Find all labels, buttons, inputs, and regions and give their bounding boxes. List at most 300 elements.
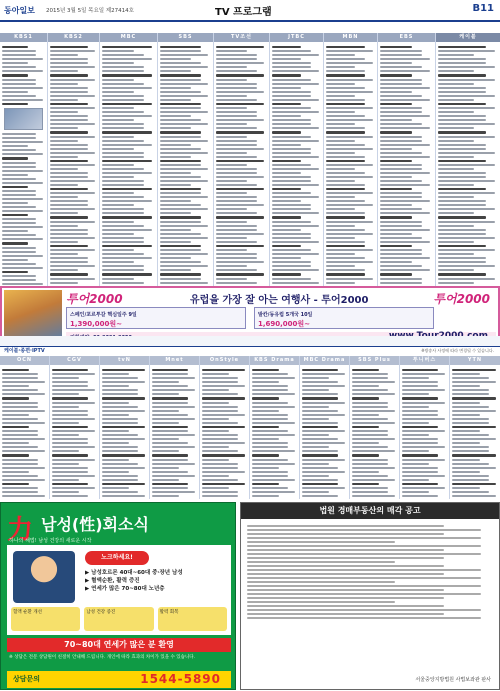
schedule-line: [326, 282, 355, 284]
schedule-line: [252, 422, 295, 424]
tour-offer-right: [254, 307, 434, 329]
health-ad-badge: 남성 건강 증진: [84, 607, 153, 631]
schedule-line: [272, 192, 311, 194]
schedule-line: [380, 54, 422, 56]
schedule-line: [438, 58, 486, 60]
schedule-line: [2, 369, 29, 371]
schedule-line: [438, 83, 474, 85]
schedule-listing: [400, 365, 449, 499]
schedule-line: [402, 450, 429, 452]
schedule-line: [272, 62, 311, 64]
schedule-line: [438, 192, 495, 194]
schedule-line: [2, 263, 36, 265]
schedule-line: [152, 369, 188, 371]
schedule-line: [50, 74, 88, 76]
schedule-line: [438, 99, 474, 101]
schedule-line: [438, 188, 486, 190]
schedule-line: [2, 54, 36, 56]
schedule-line: [402, 471, 438, 473]
schedule-line: [438, 50, 495, 52]
schedule-line: [102, 111, 144, 113]
schedule-line: [102, 87, 152, 89]
schedule-line: [352, 475, 388, 477]
schedule-line: [380, 152, 422, 154]
schedule-line: [152, 381, 179, 383]
schedule-line: [52, 418, 95, 420]
schedule-line: [380, 127, 430, 129]
health-ad-phone-bar: [7, 671, 231, 688]
schedule-line: [52, 430, 95, 432]
schedule-line: [402, 369, 438, 371]
schedule-line: [160, 192, 201, 194]
schedule-line: [50, 148, 88, 150]
schedule-line: [102, 103, 152, 105]
schedule-line: [50, 233, 88, 235]
schedule-line: [326, 74, 365, 76]
schedule-line: [326, 127, 365, 129]
schedule-line: [302, 373, 345, 375]
schedule-line: [202, 459, 229, 461]
schedule-listing: [48, 42, 99, 292]
schedule-line: [380, 164, 422, 166]
schedule-line: [380, 241, 430, 243]
schedule-line: [438, 269, 474, 271]
schedule-line: [2, 190, 36, 192]
schedule-line: [152, 446, 195, 448]
schedule-line: [2, 87, 43, 89]
schedule-line: [102, 282, 144, 284]
schedule-line: [2, 83, 36, 85]
notice-line: [247, 597, 444, 599]
schedule-line: [272, 136, 311, 138]
schedule-line: [2, 46, 28, 48]
schedule-line: [50, 58, 88, 60]
schedule-line: [438, 253, 474, 255]
schedule-line: [380, 180, 422, 182]
schedule-line: [216, 221, 247, 223]
schedule-line: [302, 446, 329, 448]
channel-column: [150, 356, 200, 499]
schedule-line: [2, 434, 38, 436]
channel-header: YTN: [450, 356, 500, 365]
schedule-line: [160, 249, 201, 251]
schedule-line: [50, 229, 88, 231]
schedule-line: [326, 164, 373, 166]
mid-info-strip: [0, 336, 500, 346]
schedule-line: [2, 454, 29, 456]
schedule-line: [302, 454, 338, 456]
health-ad-title: 남성(性)회소식: [41, 515, 149, 534]
schedule-line: [160, 87, 191, 89]
schedule-line: [326, 184, 365, 186]
schedule-line: [216, 212, 257, 214]
schedule-line: [380, 204, 412, 206]
schedule-line: [326, 123, 355, 125]
schedule-line: [202, 373, 229, 375]
schedule-line: [52, 402, 95, 404]
schedule-line: [102, 156, 144, 158]
schedule-line: [272, 249, 311, 251]
schedule-line: [2, 226, 43, 228]
schedule-line: [452, 393, 489, 395]
schedule-line: [452, 495, 496, 497]
schedule-line: [2, 145, 28, 147]
notice-line: [247, 581, 395, 583]
schedule-line: [102, 50, 134, 52]
notice-line: [247, 549, 444, 551]
channel-header: MBN: [324, 33, 377, 42]
schedule-line: [202, 389, 229, 391]
schedule-line: [216, 74, 264, 76]
schedule-line: [52, 406, 79, 408]
schedule-line: [160, 176, 201, 178]
schedule-line: [50, 83, 78, 85]
schedule-line: [102, 278, 134, 280]
channel-header: tvN: [100, 356, 149, 365]
notice-line: [247, 609, 481, 611]
schedule-line: [438, 200, 486, 202]
schedule-line: [152, 463, 195, 465]
schedule-line: [438, 74, 486, 76]
schedule-line: [272, 184, 319, 186]
schedule-listing: [0, 42, 47, 318]
schedule-line: [272, 204, 311, 206]
schedule-line: [352, 479, 395, 481]
schedule-line: [2, 182, 43, 184]
schedule-line: [452, 389, 489, 391]
schedule-line: [2, 186, 28, 188]
schedule-line: [216, 278, 247, 280]
schedule-line: [326, 79, 373, 81]
schedule-line: [452, 491, 489, 493]
schedule-line: [2, 99, 43, 101]
schedule-line: [402, 475, 445, 477]
schedule-line: [380, 160, 412, 162]
schedule-line: [160, 144, 191, 146]
schedule-line: [452, 385, 480, 387]
schedule-line: [202, 479, 238, 481]
schedule-listing: [450, 365, 500, 499]
schedule-line: [50, 216, 88, 218]
schedule-line: [272, 225, 319, 227]
schedule-line: [52, 450, 79, 452]
channel-header: KBS1: [0, 33, 47, 42]
masthead: [0, 0, 500, 22]
schedule-line: [352, 454, 379, 456]
cable-band: [0, 346, 500, 355]
schedule-line: [52, 422, 79, 424]
schedule-line: [272, 107, 311, 109]
schedule-line: [252, 397, 279, 399]
schedule-listing: [200, 365, 249, 499]
schedule-line: [50, 95, 95, 97]
schedule-line: [216, 107, 247, 109]
schedule-line: [252, 483, 279, 485]
schedule-line: [152, 471, 188, 473]
schedule-line: [438, 66, 495, 68]
health-ad-phone-number[interactable]: 1544-5890: [140, 672, 221, 686]
schedule-line: [52, 397, 88, 399]
schedule-line: [380, 87, 430, 89]
schedule-line: [102, 225, 144, 227]
schedule-line: [152, 397, 188, 399]
schedule-line: [302, 434, 329, 436]
schedule-line: [102, 95, 144, 97]
schedule-line: [2, 103, 28, 105]
schedule-line: [202, 495, 238, 497]
schedule-line: [380, 107, 422, 109]
schedule-line: [202, 467, 238, 469]
schedule-line: [272, 208, 311, 210]
schedule-line: [152, 410, 179, 412]
schedule-line: [402, 463, 429, 465]
schedule-line: [252, 495, 279, 497]
schedule-line: [2, 475, 38, 477]
schedule-line: [326, 103, 365, 105]
schedule-line: [50, 176, 88, 178]
schedule-line: [50, 278, 95, 280]
schedule-line: [102, 136, 134, 138]
schedule-line: [380, 70, 430, 72]
schedule-line: [102, 184, 144, 186]
schedule-line: [402, 442, 438, 444]
schedule-line: [216, 95, 247, 97]
schedule-line: [272, 216, 301, 218]
health-ad-item: ▶ 남성호르몬 40대~60대 중·장년 남성: [85, 570, 183, 576]
schedule-line: [326, 111, 355, 113]
schedule-line: [272, 148, 311, 150]
schedule-line: [216, 233, 264, 235]
schedule-listing: [0, 365, 49, 499]
schedule-line: [352, 487, 388, 489]
channel-header: MBC Drama: [300, 356, 349, 365]
schedule-line: [380, 196, 422, 198]
schedule-line: [102, 208, 144, 210]
schedule-line: [102, 426, 145, 428]
tour-offer-left-price: 1,390,000원~: [70, 320, 123, 328]
schedule-line: [252, 454, 279, 456]
schedule-line: [216, 91, 264, 93]
schedule-line: [326, 140, 355, 142]
schedule-line: [452, 377, 489, 379]
schedule-line: [102, 414, 129, 416]
schedule-line: [2, 202, 28, 204]
schedule-line: [438, 87, 486, 89]
schedule-line: [402, 459, 445, 461]
schedule-line: [2, 255, 43, 257]
schedule-line: [50, 87, 88, 89]
schedule-line: [2, 463, 38, 465]
schedule-line: [272, 54, 319, 56]
schedule-line: [326, 58, 365, 60]
schedule-line: [160, 140, 208, 142]
schedule-line: [272, 144, 301, 146]
schedule-line: [2, 178, 36, 180]
schedule-line: [302, 438, 338, 440]
schedule-line: [2, 406, 38, 408]
schedule-line: [438, 160, 486, 162]
cable-band-title: 케이블·종편·IPTV: [4, 348, 45, 354]
schedule-line: [352, 373, 388, 375]
schedule-line: [216, 192, 247, 194]
schedule-line: [152, 495, 179, 497]
schedule-line: [402, 414, 438, 416]
channel-header: SBS Plus: [350, 356, 399, 365]
channel-header: JTBC: [270, 33, 323, 42]
schedule-line: [272, 74, 301, 76]
schedule-line: [302, 463, 329, 465]
schedule-line: [326, 70, 365, 72]
schedule-line: [50, 249, 95, 251]
schedule-line: [160, 273, 201, 275]
schedule-line: [438, 196, 474, 198]
schedule-line: [302, 389, 329, 391]
health-ad-banner: 70~80대 연세가 많은 분 환영: [7, 638, 231, 652]
schedule-line: [2, 66, 36, 68]
schedule-line: [160, 74, 201, 76]
schedule-line: [438, 164, 495, 166]
schedule-line: [352, 410, 395, 412]
schedule-line: [2, 133, 36, 135]
schedule-line: [302, 402, 345, 404]
channel-header: OCN: [0, 356, 49, 365]
schedule-line: [52, 495, 88, 497]
schedule-line: [326, 54, 355, 56]
schedule-line: [216, 200, 257, 202]
schedule-line: [202, 487, 229, 489]
notice-line: [247, 569, 481, 571]
schedule-line: [352, 369, 379, 371]
health-ad-item: ▶ 혈액순환, 활력 증진: [85, 578, 140, 584]
schedule-line: [216, 123, 247, 125]
schedule-listing: [250, 365, 299, 499]
schedule-line: [102, 459, 129, 461]
schedule-line: [216, 127, 257, 129]
schedule-line: [272, 241, 319, 243]
schedule-line: [160, 83, 208, 85]
schedule-line: [202, 385, 245, 387]
schedule-line: [102, 46, 152, 48]
schedule-line: [2, 74, 28, 76]
schedule-line: [2, 62, 28, 64]
schedule-line: [152, 373, 188, 375]
schedule-line: [216, 58, 257, 60]
schedule-line: [160, 46, 201, 48]
schedule-line: [452, 463, 489, 465]
schedule-line: [352, 471, 379, 473]
schedule-line: [252, 471, 288, 473]
auction-notice-signer: 서울중앙지방법원 사법보좌관 판사: [415, 677, 491, 683]
schedule-line: [52, 410, 88, 412]
schedule-line: [352, 377, 388, 379]
schedule-line: [160, 127, 191, 129]
schedule-line: [160, 221, 201, 223]
schedule-line: [102, 200, 152, 202]
schedule-line: [302, 487, 345, 489]
schedule-line: [2, 279, 36, 281]
schedule-line: [272, 83, 319, 85]
schedule-line: [152, 438, 179, 440]
schedule-line: [326, 46, 365, 48]
channel-header: TV조선: [214, 33, 269, 42]
schedule-line: [102, 216, 152, 218]
schedule-line: [380, 66, 422, 68]
schedule-line: [160, 200, 191, 202]
schedule-line: [352, 459, 388, 461]
schedule-line: [160, 164, 201, 166]
schedule-line: [52, 377, 79, 379]
schedule-line: [50, 50, 95, 52]
schedule-line: [202, 438, 238, 440]
schedule-line: [352, 422, 395, 424]
schedule-listing: [50, 365, 99, 499]
schedule-line: [326, 225, 355, 227]
schedule-line: [452, 434, 489, 436]
schedule-line: [202, 381, 238, 383]
schedule-line: [102, 83, 144, 85]
schedule-line: [438, 136, 495, 138]
schedule-line: [452, 373, 480, 375]
schedule-line: [2, 58, 43, 60]
schedule-line: [2, 381, 45, 383]
schedule-line: [102, 74, 152, 76]
schedule-line: [380, 119, 412, 121]
schedule-line: [302, 430, 345, 432]
schedule-line: [302, 377, 329, 379]
schedule-line: [2, 459, 38, 461]
schedule-line: [272, 46, 301, 48]
schedule-line: [216, 99, 257, 101]
schedule-line: [50, 180, 95, 182]
schedule-line: [380, 62, 412, 64]
schedule-line: [50, 204, 88, 206]
notice-line: [247, 533, 444, 535]
schedule-line: [50, 119, 88, 121]
schedule-line: [2, 251, 36, 253]
schedule-line: [160, 184, 191, 186]
health-ad-item: ▶ 연세가 많은 70~80대 노년층: [85, 586, 165, 592]
schedule-line: [50, 46, 88, 48]
schedule-line: [50, 62, 88, 64]
schedule-line: [50, 107, 95, 109]
schedule-line: [402, 397, 438, 399]
schedule-line: [216, 172, 257, 174]
schedule-line: [380, 111, 422, 113]
schedule-line: [102, 168, 144, 170]
schedule-line: [438, 103, 486, 105]
schedule-line: [302, 442, 345, 444]
health-ad-badge: 활력 회복: [158, 607, 227, 631]
schedule-line: [352, 463, 388, 465]
health-ad-subtitle: 하나의 해법! 남성 건강의 새로운 시작: [9, 538, 92, 544]
schedule-line: [50, 111, 78, 113]
schedule-line: [2, 283, 43, 285]
schedule-line: [326, 249, 373, 251]
schedule-line: [2, 174, 28, 176]
notice-line: [247, 613, 444, 615]
schedule-line: [326, 99, 365, 101]
schedule-listing: [270, 42, 323, 292]
tour-photo: [4, 290, 62, 340]
schedule-line: [52, 426, 88, 428]
schedule-line: [102, 397, 145, 399]
schedule-line: [252, 491, 295, 493]
schedule-line: [302, 406, 329, 408]
schedule-line: [452, 450, 489, 452]
schedule-line: [102, 273, 152, 275]
schedule-line: [50, 265, 95, 267]
schedule-line: [102, 237, 144, 239]
